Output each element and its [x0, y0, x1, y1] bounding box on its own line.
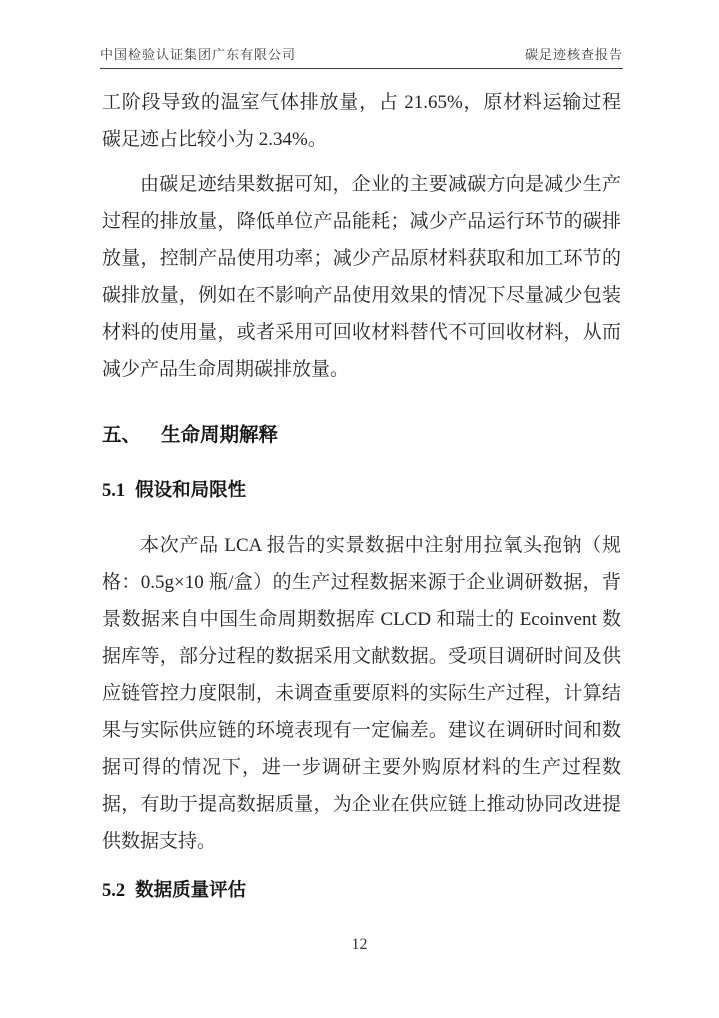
header-company-name: 中国检验认证集团广东有限公司 [100, 47, 297, 62]
paragraph-emission-share: 工阶段导致的温室气体排放量，占 21.65%，原材料运输过程碳足迹占比较小为 2.34%。 [102, 92, 621, 150]
document-content [102, 84, 621, 903]
paragraph-reduction-directions: 由碳足迹结果数据可知，企业的主要减碳方向是减少生产过程的排放量，降低单位产品能耗；减少产品运行环节的碳排放量，控制产品使用功率；减少产品原材料获取和加工环节的碳排放量，例如在不影响产品使用效果的情况下尽量减少包装材料的使用量，或者采用可回收材料替代不可回收材料，从而减少产品生命周期碳排放量。 [102, 174, 621, 380]
subsection-5-2-title: 数据质量评估 [135, 879, 247, 900]
page-number: 12 [351, 936, 368, 953]
subsection-heading-5-1 [102, 478, 621, 503]
subsection-heading-5-2 [102, 878, 621, 903]
section-5-title: 生命周期解释 [161, 424, 279, 446]
section-heading-5 [102, 422, 621, 448]
header-report-title: 碳足迹核查报告 [524, 47, 623, 62]
page-footer [0, 936, 719, 954]
subsection-5-1-title: 假设和局限性 [135, 479, 247, 500]
page-header [100, 44, 623, 69]
subsection-5-1-number: 5.1 [102, 481, 126, 501]
subsection-5-2-number: 5.2 [102, 881, 126, 901]
section-5-number: 五、 [102, 424, 142, 446]
paragraph-assumptions-limitations: 本次产品 LCA 报告的实景数据中注射用拉氧头孢钠（规格：0.5g×10 瓶/盒）的生产过程数据来源于企业调研数据，背景数据来自中国生命周期数据库 CLCD 和瑞士的 Ecoinvent 数据库等，部分过程的数据采用文献数据。受项目调研时间及供应链管控力度限制，未调查重要原料的实际生产过程，计算结果与实际供应链的环境表现有一定偏差。建议在调研时间和数据可得的情况下，进一步调研主要外购原材料的生产过程数据，有助于提高数据质量，为企业在供应链上推动协同改进提供数据支持。 [102, 535, 621, 852]
